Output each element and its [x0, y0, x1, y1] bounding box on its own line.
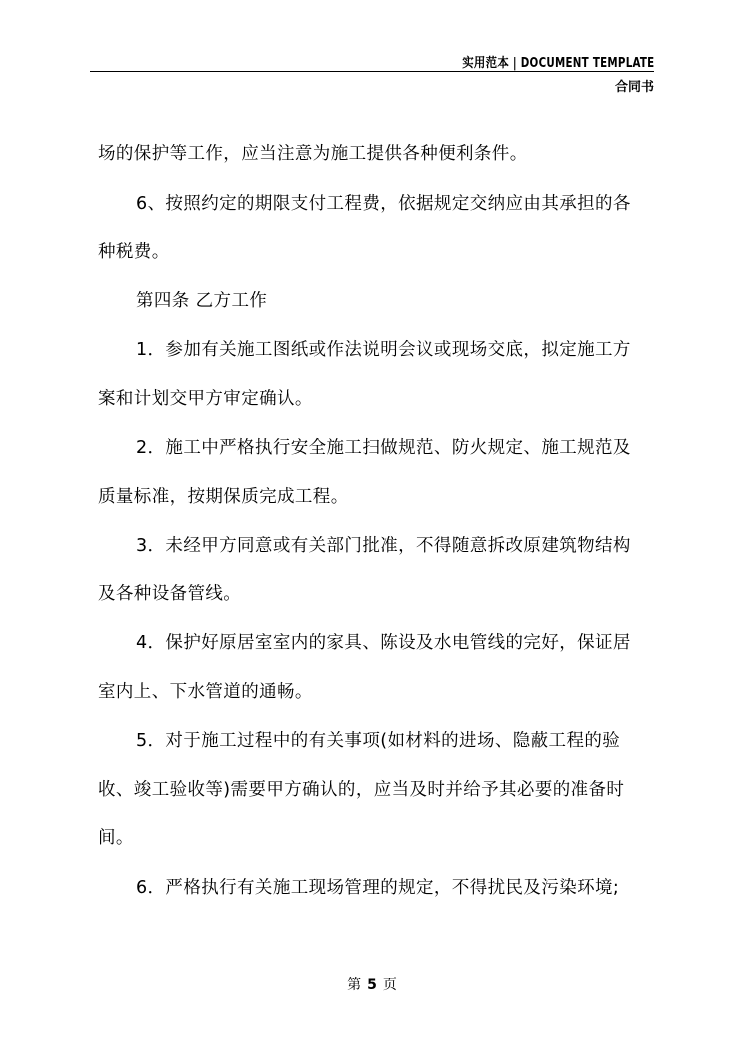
- body-line: 1．参加有关施工图纸或作法说明会议或现场交底，拟定施工方: [136, 340, 631, 360]
- body-line: 6、按照约定的期限支付工程费，依据规定交纳应由其承担的各: [136, 194, 631, 214]
- body-line: 室内上、下水管道的通畅。: [98, 682, 313, 702]
- body-line: 间。: [98, 828, 134, 848]
- page-suffix: 页: [382, 977, 397, 993]
- body-line: 4．保护好原居室室内的家具、陈设及水电管线的完好，保证居: [136, 633, 631, 653]
- body-line: 及各种设备管线。: [98, 584, 242, 604]
- header-subtitle: 合同书: [614, 80, 654, 95]
- page-prefix: 第: [347, 977, 362, 993]
- body-line: 3．未经甲方同意或有关部门批准，不得随意拆改原建筑物结构: [136, 536, 631, 556]
- header-divider: [90, 71, 654, 72]
- header-title: 实用范本 | DOCUMENT TEMPLATE: [461, 56, 654, 71]
- page-footer: [0, 974, 744, 994]
- body-line: 种税费。: [98, 242, 170, 262]
- body-line: 场的保护等工作，应当注意为施工提供各种便利条件。: [98, 144, 528, 164]
- body-line: 质量标准，按期保质完成工程。: [98, 487, 349, 507]
- body-line: 2．施工中严格执行安全施工扫做规范、防火规定、施工规范及: [136, 438, 631, 458]
- body-line: 6．严格执行有关施工现场管理的规定，不得扰民及污染环境;: [136, 878, 620, 898]
- section-heading: 第四条 乙方工作: [136, 291, 268, 311]
- body-line: 5．对于施工过程中的有关事项(如材料的进场、隐蔽工程的验: [136, 731, 621, 751]
- body-line: 案和计划交甲方审定确认。: [98, 389, 313, 409]
- body-line: 收、竣工验收等)需要甲方确认的，应当及时并给予其必要的准备时: [98, 780, 625, 800]
- page-number: 5: [367, 977, 377, 993]
